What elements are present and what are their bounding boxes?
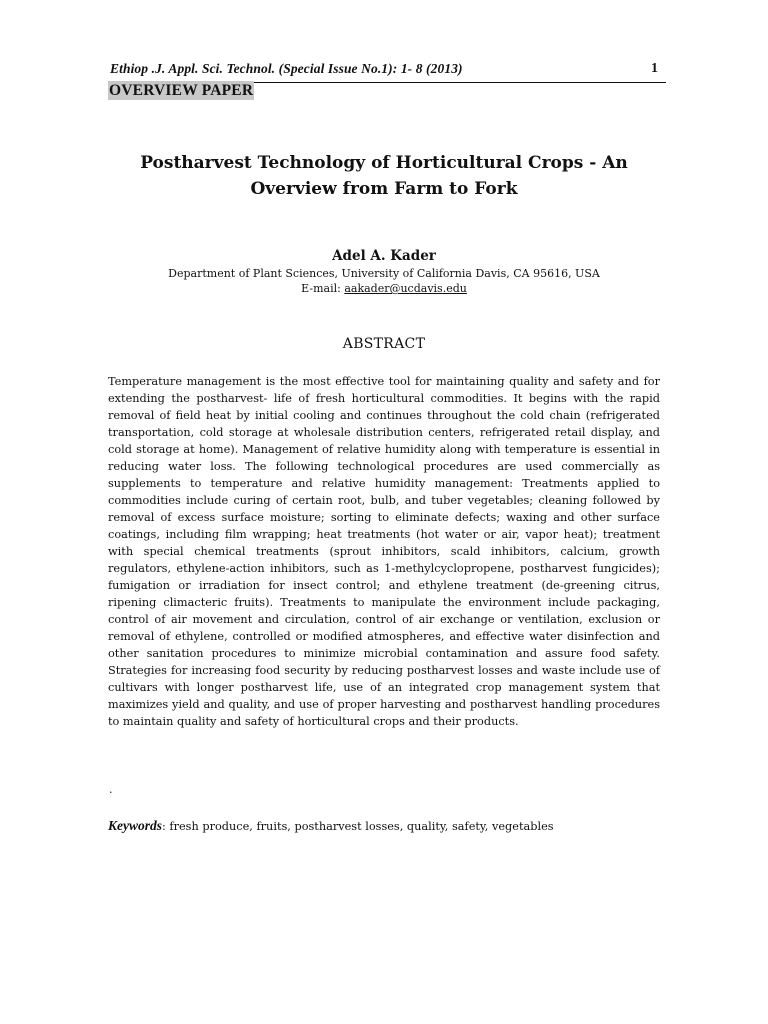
email-label: E-mail: <box>301 282 345 295</box>
author-name: Adel A. Kader <box>332 248 436 264</box>
section-label: OVERVIEW PAPER <box>109 82 254 99</box>
stray-mark: . <box>109 783 113 796</box>
keywords-line <box>108 818 660 834</box>
keywords-label: Keywords <box>108 818 162 833</box>
page-number: 1 <box>651 61 658 76</box>
author-email-line <box>108 282 660 295</box>
keywords-list: fresh produce, fruits, postharvest losses, quality, safety, vegetables <box>169 820 554 833</box>
journal-citation: Ethiop .J. Appl. Sci. Technol. (Special Issue No.1): 1- 8 (2013) <box>110 61 463 76</box>
author-affiliation: Department of Plant Sciences, University of California Davis, CA 95616, USA <box>168 267 600 280</box>
abstract-body: Temperature management is the most effective tool for maintaining quality and safety and for extending the postharvest- life of fresh horticultural commodities. It begins with the rapid removal of field heat by initial cooling and continues throughout the cold chain (refrigerated transportation, cold storage at wholesale distribution centers, refrigerated retail display, and cold storage at home). Management of relative humidity along with temperature is essential in reducing water loss. The following technological procedures are used commercially as supplements to temperature and relative humidity management: Treatments applied to commodities include curing of certain root, bulb, and tuber vegetables; cleaning followed by removal of excess surface moisture; sorting to eliminate defects; waxing and other surface coatings, including film wrapping; heat treatments (hot water or air, vapor heat); treatment with special chemical treatments (sprout inhibitors, scald inhibitors, calcium, growth regulators, ethylene-action inhibitors, such as 1-methylcyclopropene, postharvest fungicides); fumigation or irradiation for insect control; and ethylene treatment (de-greening citrus, ripening climacteric fruits). Treatments to manipulate the environment include packaging, control of air movement and circulation, control of air exchange or ventilation, exclusion or removal of ethylene, controlled or modified atmospheres, and effective water disinfection and other sanitation procedures to minimize microbial contamination and assure food safety. Strategies for increasing food security by reducing postharvest losses and waste include use of cultivars with longer postharvest life, use of an integrated crop management system that maximizes yield and quality, and use of proper harvesting and postharvest handling procedures to maintain quality and safety of horticultural crops and their products. <box>108 375 660 728</box>
email-link[interactable]: aakader@ucdavis.edu <box>344 282 467 295</box>
abstract-heading: ABSTRACT <box>342 336 426 352</box>
journal-header <box>108 60 666 83</box>
keywords-separator: : <box>162 820 170 833</box>
paper-title: Postharvest Technology of Horticultural Crops - An Overview from Farm to Fork <box>140 153 628 199</box>
